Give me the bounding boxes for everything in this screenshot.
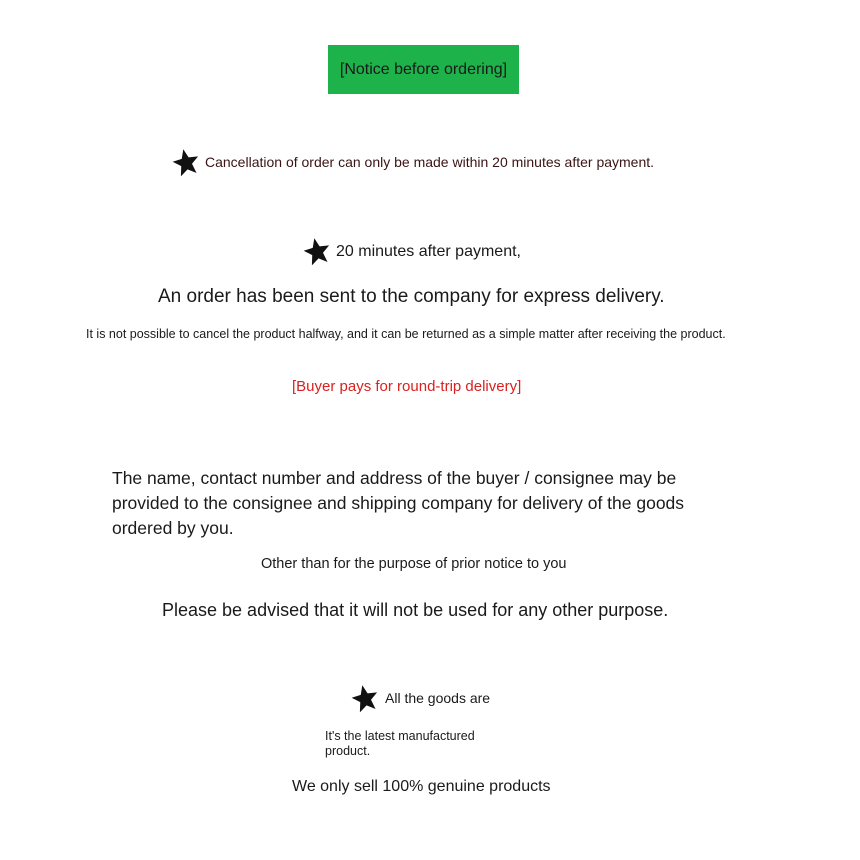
latest-manufactured-line: It's the latest manufactured product. <box>325 729 475 758</box>
notice-header-badge <box>328 45 519 94</box>
cancellation-notice: Cancellation of order can only be made within 20 minutes after payment. <box>205 154 655 170</box>
black-star-icon <box>172 148 200 176</box>
all-goods-line: All the goods are <box>385 690 491 706</box>
buyer-pays-note: [Buyer pays for round-trip delivery] <box>292 378 522 395</box>
notice-header-title: [Notice before ordering] <box>339 60 508 78</box>
express-delivery-line: An order has been sent to the company for express delivery. <box>158 286 665 307</box>
prior-notice-line: Other than for the purpose of prior notice to you <box>261 556 567 572</box>
cancel-halfway-note: It is not possible to cancel the product halfway, and it can be returned as a simple matter after receiving the product. <box>86 327 726 341</box>
privacy-paragraph: The name, contact number and address of the buyer / consignee may be provided to the consignee and shipping company for delivery of the goods ordered by you. <box>112 468 685 538</box>
after-payment-line: 20 minutes after payment, <box>336 243 521 260</box>
genuine-products-line: We only sell 100% genuine products <box>292 778 551 795</box>
black-star-icon <box>351 684 379 712</box>
black-star-icon <box>303 237 331 265</box>
no-other-purpose-line: Please be advised that it will not be used for any other purpose. <box>162 600 669 620</box>
